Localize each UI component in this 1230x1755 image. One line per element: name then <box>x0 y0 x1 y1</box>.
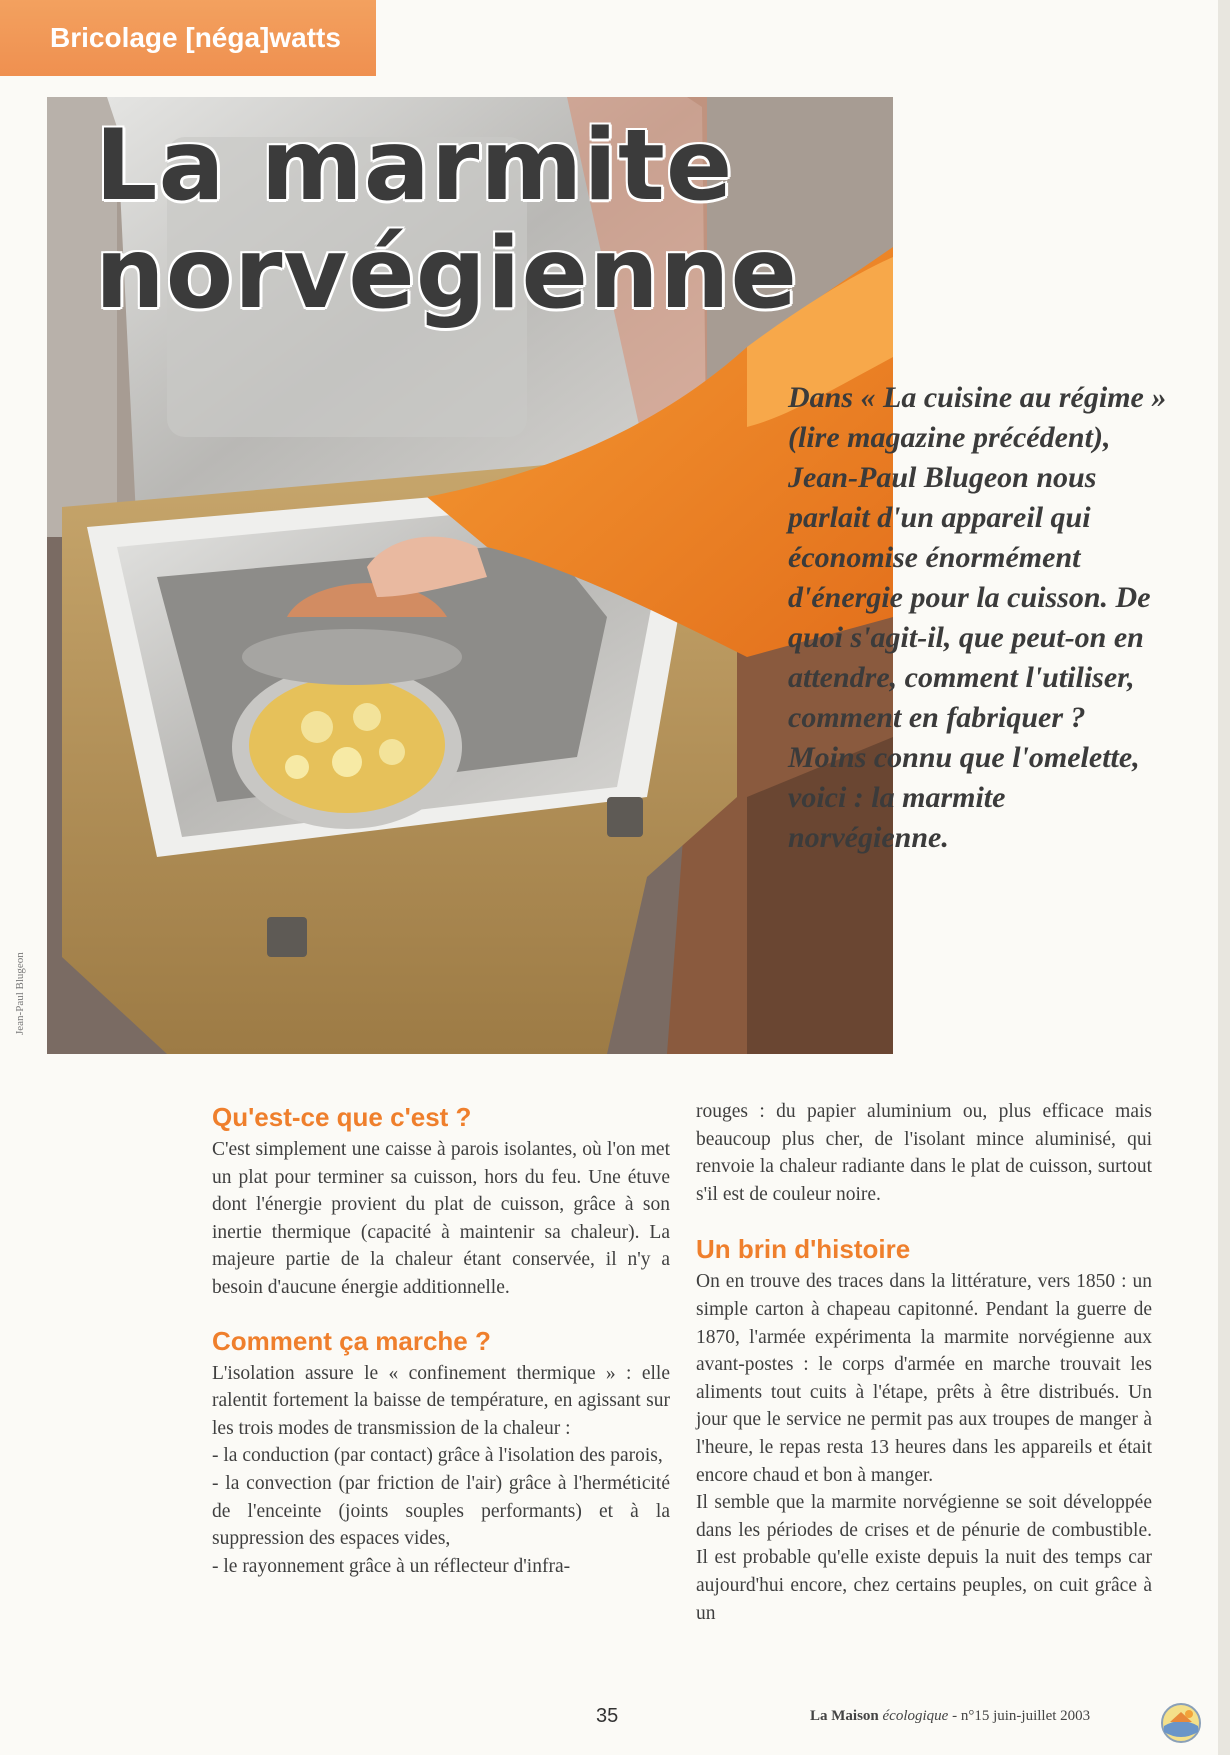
heading-what-is-it: Qu'est-ce que c'est ? <box>212 1102 472 1132</box>
section-tag: Bricolage [néga]watts <box>0 0 376 76</box>
column-left <box>212 1100 670 1580</box>
paragraph-what-is-it: C'est simplement une caisse à parois isolantes, où l'on met un plat pour terminer sa cuisson, hors du feu. Une étuve dont l'énergie provient du plat de cuisson, grâce à son inertie thermique (capacité à maintenir sa chaleur). La majeure partie de la chaleur étant conservée, il n'y a besoin d'aucune énergie additionnelle. <box>212 1139 670 1298</box>
list-item-conduction: - la conduction (par contact) grâce à l'isolation des parois, <box>212 1445 663 1467</box>
title-line-2: norvégienne <box>95 217 798 331</box>
magazine-footer <box>810 1708 1090 1725</box>
heading-history: Un brin d'histoire <box>696 1234 911 1265</box>
photo-credit: Jean-Paul Blugeon <box>14 952 26 1035</box>
paragraph-how-it-works-intro: L'isolation assure le « confinement thermique » : elle ralentit fortement la baisse de température, en agissant sur les trois modes de transmission de la chaleur : <box>212 1362 670 1439</box>
article-lead: Dans « La cuisine au régime » (lire magazine précédent), Jean-Paul Blugeon nous parlait d'un appareil qui économise énormément d'énergie pour la cuisson. De quoi s'agit-il, que peut-on en attendre, comment l'utiliser, comment en fabriquer ? Moins connu que l'omelette, voici : la marmite norvégienne. <box>788 381 1167 854</box>
page-edge <box>1218 0 1230 1755</box>
column-right <box>696 1098 1152 1627</box>
heading-how-it-works: Comment ça marche ? <box>212 1325 491 1356</box>
paragraph-radiation-continued: rouges : du papier aluminium ou, plus efficace mais beaucoup plus cher, de l'isolant mince aluminisé, qui renvoie la chaleur radiante dans le plat de cuisson, surtout s'il est de couleur noire. <box>696 1101 1152 1205</box>
list-item-convection: - la convection (par friction de l'air) grâce à l'herméticité de l'enceinte (joints souples performants) et à la suppression des espaces vides, <box>212 1472 670 1550</box>
paragraph-history-2: Il semble que la marmite norvégienne se soit développée dans les périodes de crises et de pénurie de combustible. Il est probable qu'elle existe depuis la nuit des temps car aujourd'hui encore, chez certains peuples, on cuit grâce à un <box>696 1492 1152 1624</box>
magazine-issue: - n°15 juin-juillet 2003 <box>952 1708 1091 1724</box>
paragraph-history-1: On en trouve des traces dans la littérature, vers 1850 : un simple carton à chapeau capitonné. Pendant la guerre de 1870, l'armée expérimenta la marmite norvégienne aux avant-postes : le corps d'armée en marche trouvait les aliments tout cuits à l'étape, prêts à être distribués. Un jour que le service ne permit pas aux troupes de manger à l'heure, le repas resta 13 heures dans les appareils et était encore chaud et bon à manger. <box>696 1271 1152 1486</box>
article-title <box>95 109 798 331</box>
magazine-logo-icon <box>1160 1702 1202 1744</box>
magazine-name-italic: écologique <box>882 1708 949 1724</box>
magazine-name: La Maison <box>810 1708 879 1724</box>
page-number: 35 <box>596 1705 619 1727</box>
list-item-radiation: - le rayonnement grâce à un réflecteur d'infra- <box>212 1555 571 1577</box>
title-line-1: La marmite <box>95 109 734 223</box>
